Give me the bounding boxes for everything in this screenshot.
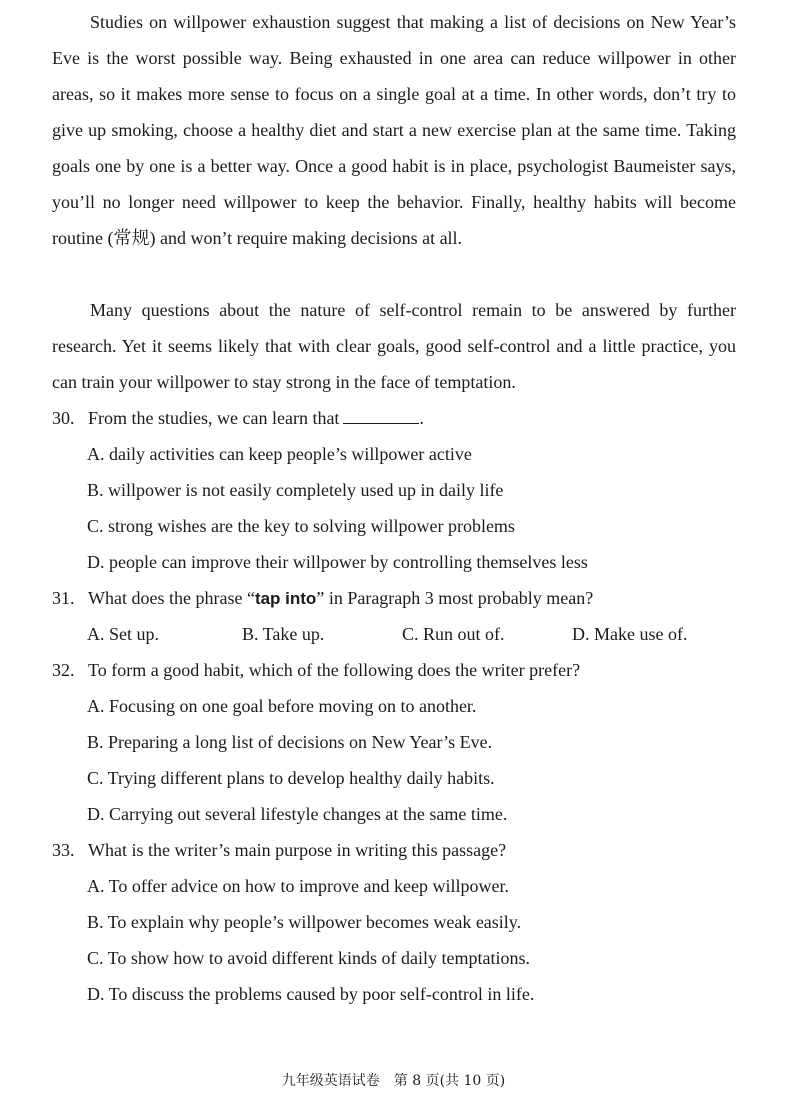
question-31-option-b: B. Take up. <box>242 624 325 644</box>
question-30-option-d: D. people can improve their willpower by controlling themselves less <box>87 552 588 572</box>
question-31-option-d: D. Make use of. <box>572 624 688 644</box>
page-footer: 九年级英语试卷 第 8 页(共 10 页) <box>281 1073 506 1089</box>
question-number: 33. <box>52 840 75 860</box>
question-32-option-b: B. Preparing a long list of decisions on New Year’s Eve. <box>87 732 493 752</box>
answer-blank <box>343 403 419 424</box>
question-33-option-b: B. To explain why people’s willpower becomes weak easily. <box>87 912 522 932</box>
question-32-option-c: C. Trying different plans to develop healthy daily habits. <box>87 768 495 788</box>
highlighted-phrase: tap into <box>254 589 317 608</box>
question-31-option-a: A. Set up. <box>87 624 159 644</box>
question-33-option-a: A. To offer advice on how to improve and keep willpower. <box>87 876 509 896</box>
question-text: What is the writer’s main purpose in writing this passage? <box>88 840 507 860</box>
question-33-option-c: C. To show how to avoid different kinds of daily temptations. <box>87 948 531 968</box>
question-33-option-d: D. To discuss the problems caused by poor self-control in life. <box>87 984 535 1004</box>
question-text: To form a good habit, which of the following does the writer prefer? <box>88 660 581 680</box>
question-30-option-b: B. willpower is not easily completely used up in daily life <box>87 480 504 500</box>
question-31-option-c: C. Run out of. <box>402 624 505 644</box>
question-text: From the studies, we can learn that <box>88 408 340 428</box>
question-30-option-c: C. strong wishes are the key to solving willpower problems <box>87 516 515 536</box>
question-number: 30. <box>52 408 75 428</box>
question-32-option-a: A. Focusing on one goal before moving on to another. <box>87 696 477 716</box>
question-30-option-a: A. daily activities can keep people’s willpower active <box>87 444 472 464</box>
question-33-stem <box>52 832 736 868</box>
question-31-stem: 31. What does the phrase “tap into” in Paragraph 3 most probably mean? <box>52 580 736 617</box>
question-30-stem: 30. From the studies, we can learn that . <box>52 400 736 436</box>
passage-paragraph-1: Studies on willpower exhaustion suggest that making a list of decisions on New Year’s Eve is the worst possible way. Being exhausted in one area can reduce willpower in other areas, so it makes more sense to focus on a single goal at a time. In other words, don’t try to give up smoking, choose a healthy diet and start a new exercise plan at the same time. Taking goals one by one is a better way. Once a good habit is in place, psychologist Baumeister says, you’ll no longer need willpower to keep the behavior. Finally, healthy habits will become routine (常规) and won’t require making decisions at all. <box>52 12 736 248</box>
passage-paragraph-2: Many questions about the nature of self-control remain to be answered by further research. Yet it seems likely that with clear goals, good self-control and a little practice, you can train your willpower to stay strong in the face of temptation. <box>52 300 736 392</box>
question-32-option-d: D. Carrying out several lifestyle changes at the same time. <box>87 804 508 824</box>
question-number: 31. <box>52 588 75 608</box>
question-32-stem <box>52 652 736 688</box>
question-number: 32. <box>52 660 75 680</box>
